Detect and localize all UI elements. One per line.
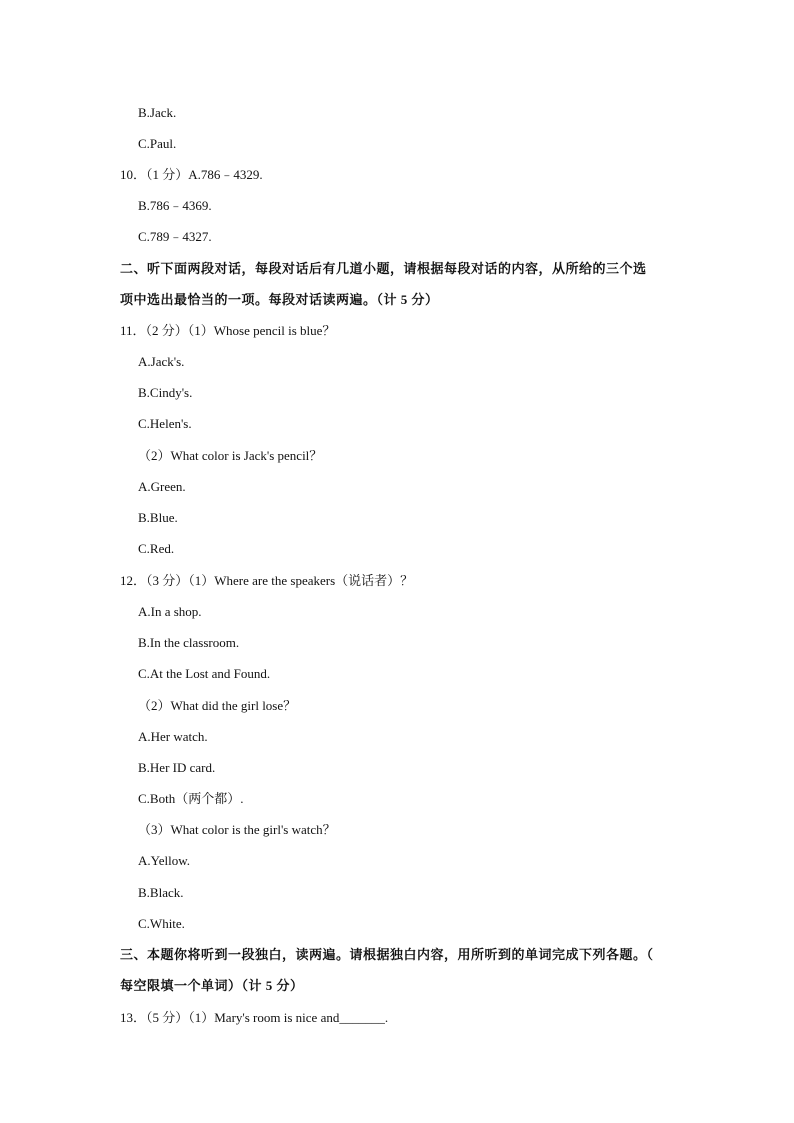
q10-option-b: B.786﹣4369. (138, 198, 212, 213)
q11-2-option-a: A.Green. (138, 479, 186, 494)
q10-option-c: C.789﹣4327. (138, 229, 212, 244)
q11-1-option-a: A.Jack's. (138, 354, 185, 369)
question-11: 11．（2 分）（1）Whose pencil is blue？ (120, 323, 336, 338)
question-12: 12．（3 分）（1）Where are the speakers（说话者）？ (120, 573, 414, 588)
q12-3-option-a: A.Yellow. (138, 853, 191, 868)
section-2-heading-cont: 项中选出最恰当的一项。每段对话读两遍。（计 5 分） (120, 292, 439, 307)
section-3-heading: 三、本题你将听到一段独白，读两遍。请根据独白内容，用所听到的单词完成下列各题。（ (120, 947, 654, 962)
q11-1-option-c: C.Helen's. (138, 416, 192, 431)
q12-sub-2: （2）What did the girl lose？ (138, 698, 297, 713)
q12-2-option-a: A.Her watch. (138, 729, 208, 744)
q11-1-option-b: B.Cindy's. (138, 385, 193, 400)
question-10: 10．（1 分）A.786﹣4329. (120, 167, 263, 182)
q12-3-option-c: C.White. (138, 916, 185, 931)
q12-1-option-c: C.At the Lost and Found. (138, 666, 271, 681)
section-3-heading-cont: 每空限填一个单词）（计 5 分） (120, 978, 304, 993)
question-13: 13．（5 分）（1）Mary's room is nice and_______. (120, 1010, 389, 1025)
q12-sub-3: （3）What color is the girl's watch？ (138, 822, 336, 837)
q12-2-option-c: C.Both（两个都）. (138, 791, 244, 806)
option-b-jack: B.Jack. (138, 105, 177, 120)
q12-3-option-b: B.Black. (138, 885, 184, 900)
section-2-heading: 二、听下面两段对话，每段对话后有几道小题，请根据每段对话的内容，从所给的三个选 (120, 261, 647, 276)
q12-2-option-b: B.Her ID card. (138, 760, 216, 775)
q11-sub-2: （2）What color is Jack's pencil？ (138, 448, 323, 463)
q12-1-option-a: A.In a shop. (138, 604, 202, 619)
q12-1-option-b: B.In the classroom. (138, 635, 240, 650)
q11-2-option-c: C.Red. (138, 541, 175, 556)
q11-2-option-b: B.Blue. (138, 510, 178, 525)
option-c-paul: C.Paul. (138, 136, 177, 151)
